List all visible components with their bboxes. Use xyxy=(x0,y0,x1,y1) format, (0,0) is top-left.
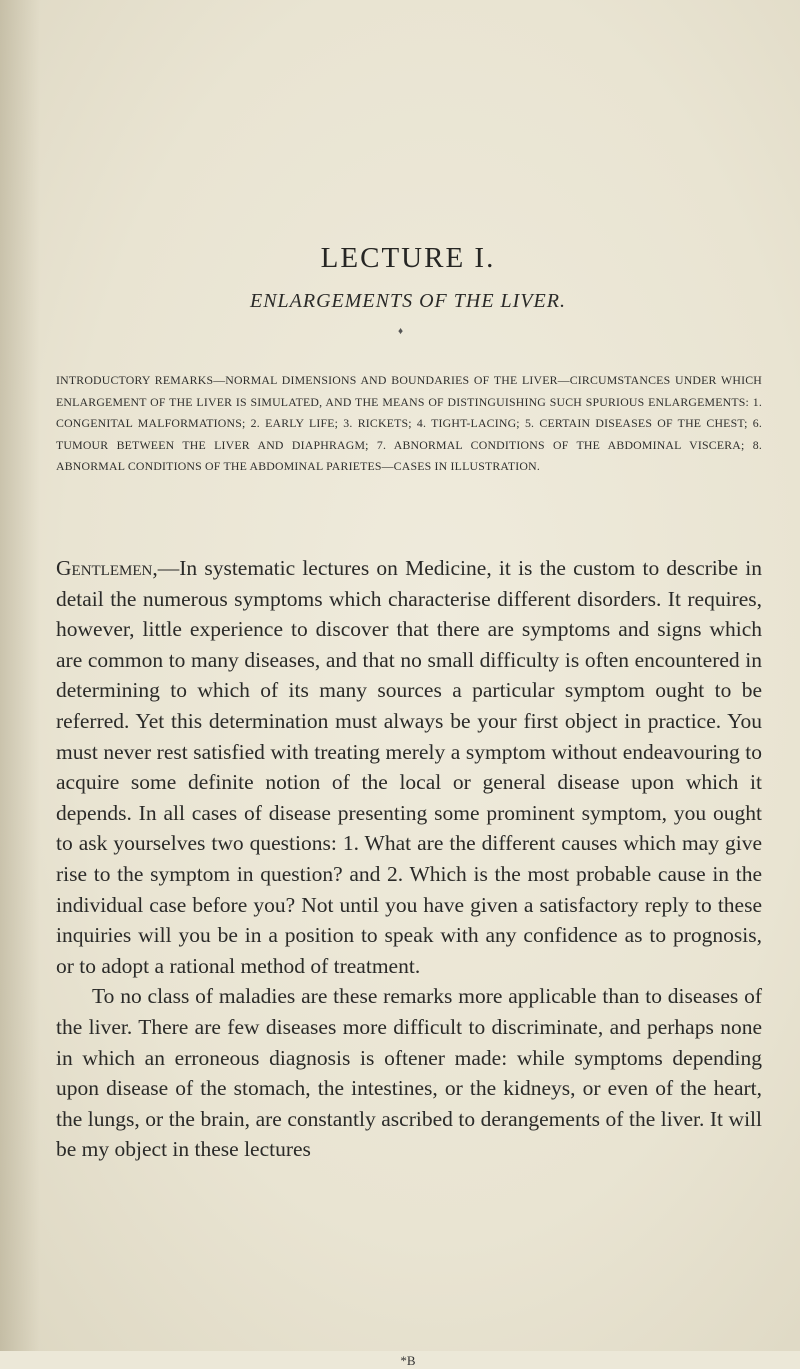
body-text xyxy=(56,553,762,1165)
paragraph-2: To no class of maladies are these remarks more applicable than to diseases of the liver. There are few diseases more difficult to discriminate, and perhaps none in which an erroneous diagnosis is oftener made: while symptoms depending upon disease of the stomach, the intestines, or the kidneys, or even of the heart, the lungs, or the brain, are constantly ascribed to derangements of the liver. It will be my object in these lectures xyxy=(56,984,762,1162)
ornament-mark: ♦ xyxy=(398,326,404,337)
paragraph-1 xyxy=(56,553,762,981)
lecture-title: LECTURE I. xyxy=(320,242,496,274)
signature-mark: *B xyxy=(400,1353,416,1368)
salutation: Gentlemen, xyxy=(56,556,158,580)
page-edge-shadow xyxy=(0,0,40,1351)
chapter-summary: INTRODUCTORY REMARKS—NORMAL DIMENSIONS AND BOUNDARIES OF THE LIVER—CIRCUMSTANCES UNDER WHICH ENLARGEMENT OF THE LIVER IS SIMULATED, AND THE MEANS OF DISTINGUISHING SUCH SPURIOUS ENLARGEMENTS: 1. CONGENITAL MALFORMATIONS; 2. EARLY LIFE; 3. RICKETS; 4. TIGHT-LACING; 5. CERTAIN DISEASES OF THE CHEST; 6. TUMOUR BETWEEN THE LIVER AND DIAPHRAGM; 7. ABNORMAL CONDITIONS OF THE ABDOMINAL VISCERA; 8. ABNORMAL CONDITIONS OF THE ABDOMINAL PARIETES—CASES IN ILLUSTRATION. xyxy=(56,373,762,473)
chapter-subtitle: ENLARGEMENTS OF THE LIVER. xyxy=(250,290,566,312)
paragraph-1-text: —In systematic lectures on Medicine, it is the custom to describe in detail the numerous symptoms which characterise different disorders. It requires, however, little experience to discover that there are symptoms and signs which are common to many diseases, and that no small difficulty is often encountered in determining to which of its many sources a particular symptom ought to be referred. Yet this determination must always be your first object in practice. You must never rest satisfied with treating merely a symptom without endeavouring to acquire some definite notion of the local or general disease upon which it depends. In all cases of disease presenting some prominent symptom, you ought to ask yourselves two questions: 1. What are the different causes which may give rise to the symptom in question? and 2. Which is the most probable cause in the individual case before you? Not until you have given a satisfactory reply to these inquiries will you be in a position to speak with any confidence as to prognosis, or to adopt a rational method of treatment. xyxy=(56,556,762,978)
